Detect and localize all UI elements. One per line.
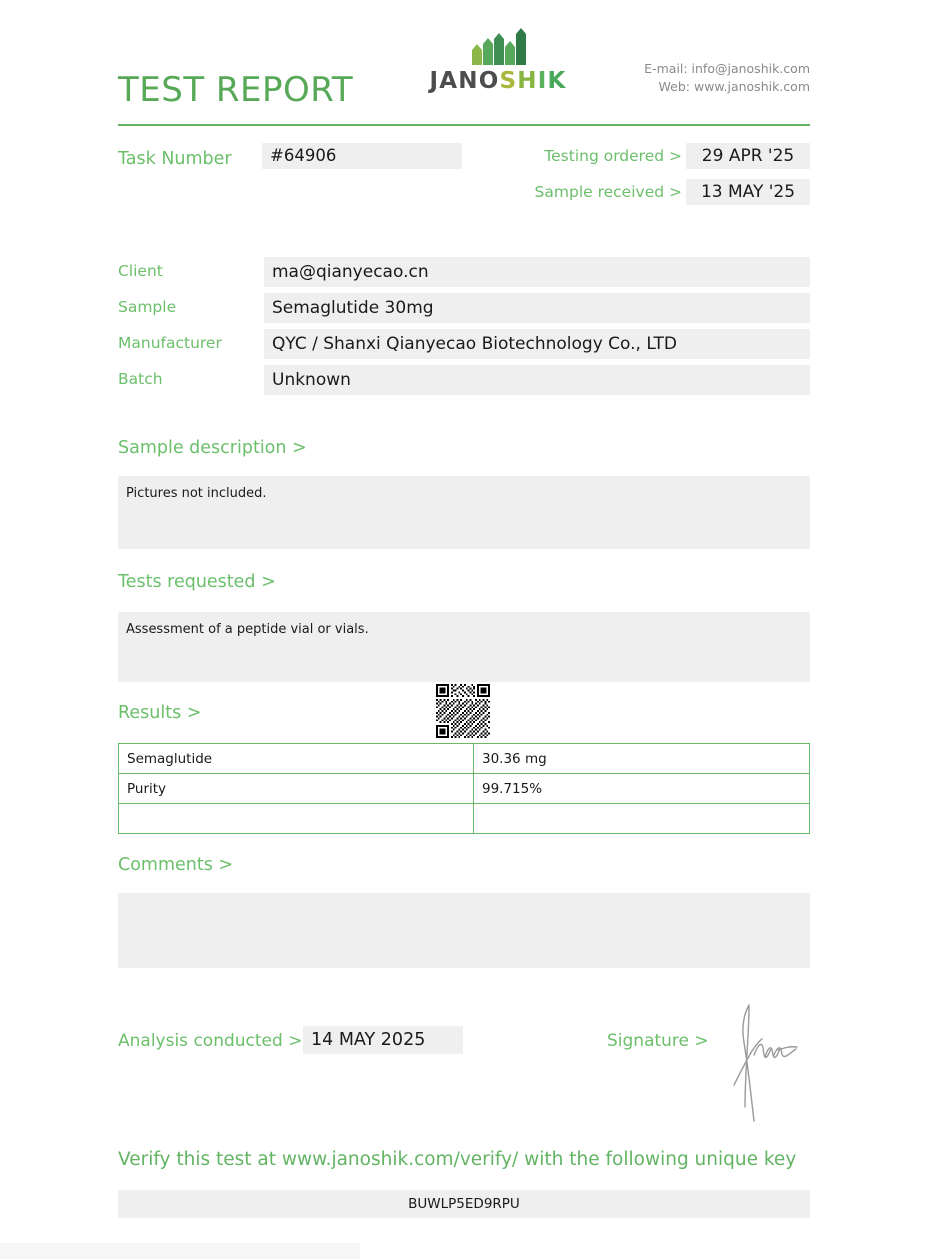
analysis-conducted-label: Analysis conducted > xyxy=(118,1031,303,1051)
report-header xyxy=(118,28,810,118)
result-value: 30.36 mg xyxy=(474,744,810,774)
bar-chart-logo-icon xyxy=(468,28,528,66)
table-row xyxy=(119,774,810,804)
field-row-client xyxy=(118,257,810,287)
table-row xyxy=(119,744,810,774)
comments-box xyxy=(118,893,810,968)
tests-requested-box: Assessment of a peptide vial or vials. xyxy=(118,612,810,682)
manufacturer-label: Manufacturer xyxy=(118,334,222,352)
verify-unique-key: BUWLP5ED9RPU xyxy=(118,1190,810,1218)
client-value: ma@qianyecao.cn xyxy=(264,257,810,287)
field-row-sample xyxy=(118,293,810,323)
qr-code-icon xyxy=(434,684,492,738)
testing-ordered-value: 29 APR '25 xyxy=(686,143,810,169)
task-and-dates xyxy=(118,143,810,213)
page-bottom-edge xyxy=(0,1243,360,1259)
logo-word-k: K xyxy=(547,68,567,94)
sample-label: Sample xyxy=(118,298,177,316)
task-number-label: Task Number xyxy=(118,149,232,169)
contact-email: E-mail: info@janoshik.com xyxy=(644,61,810,76)
task-number-value: #64906 xyxy=(262,143,462,169)
signature-image xyxy=(718,1003,818,1128)
signature-label: Signature > xyxy=(607,1031,709,1051)
sample-received-value: 13 MAY '25 xyxy=(686,179,810,205)
client-label: Client xyxy=(118,262,163,280)
manufacturer-value: QYC / Shanxi Qianyecao Biotechnology Co., LTD xyxy=(264,329,810,359)
sample-description-box: Pictures not included. xyxy=(118,476,810,549)
table-row xyxy=(119,804,810,834)
comments-heading: Comments > xyxy=(118,855,234,875)
analysis-conducted-value: 14 MAY 2025 xyxy=(303,1026,463,1054)
contact-web: Web: www.janoshik.com xyxy=(658,79,810,94)
janoshik-logo xyxy=(398,28,598,94)
testing-ordered-row xyxy=(520,143,810,169)
sample-value: Semaglutide 30mg xyxy=(264,293,810,323)
result-name: Semaglutide xyxy=(119,744,474,774)
contact-info xyxy=(644,60,810,96)
logo-word-h: H xyxy=(517,68,538,94)
field-row-batch xyxy=(118,365,810,395)
sample-received-label: Sample received > xyxy=(534,183,682,201)
logo-word-jano: JANO xyxy=(429,68,500,94)
header-divider xyxy=(118,124,810,126)
batch-label: Batch xyxy=(118,370,163,388)
testing-ordered-label: Testing ordered > xyxy=(544,147,682,165)
result-name xyxy=(119,804,474,834)
page-title: TEST REPORT xyxy=(118,70,354,110)
sample-received-row xyxy=(520,179,810,205)
results-table xyxy=(118,743,810,834)
batch-value: Unknown xyxy=(264,365,810,395)
field-row-manufacturer xyxy=(118,329,810,359)
logo-word-s: S xyxy=(499,68,518,94)
logo-wordmark xyxy=(398,68,598,94)
result-value xyxy=(474,804,810,834)
result-value: 99.715% xyxy=(474,774,810,804)
tests-requested-heading: Tests requested > xyxy=(118,572,276,592)
verify-instructions: Verify this test at www.janoshik.com/verify/ with the following unique key xyxy=(118,1149,797,1170)
sample-description-heading: Sample description > xyxy=(118,438,307,458)
client-details xyxy=(118,257,810,401)
result-name: Purity xyxy=(119,774,474,804)
results-heading: Results > xyxy=(118,703,202,723)
logo-word-i: I xyxy=(537,68,548,94)
